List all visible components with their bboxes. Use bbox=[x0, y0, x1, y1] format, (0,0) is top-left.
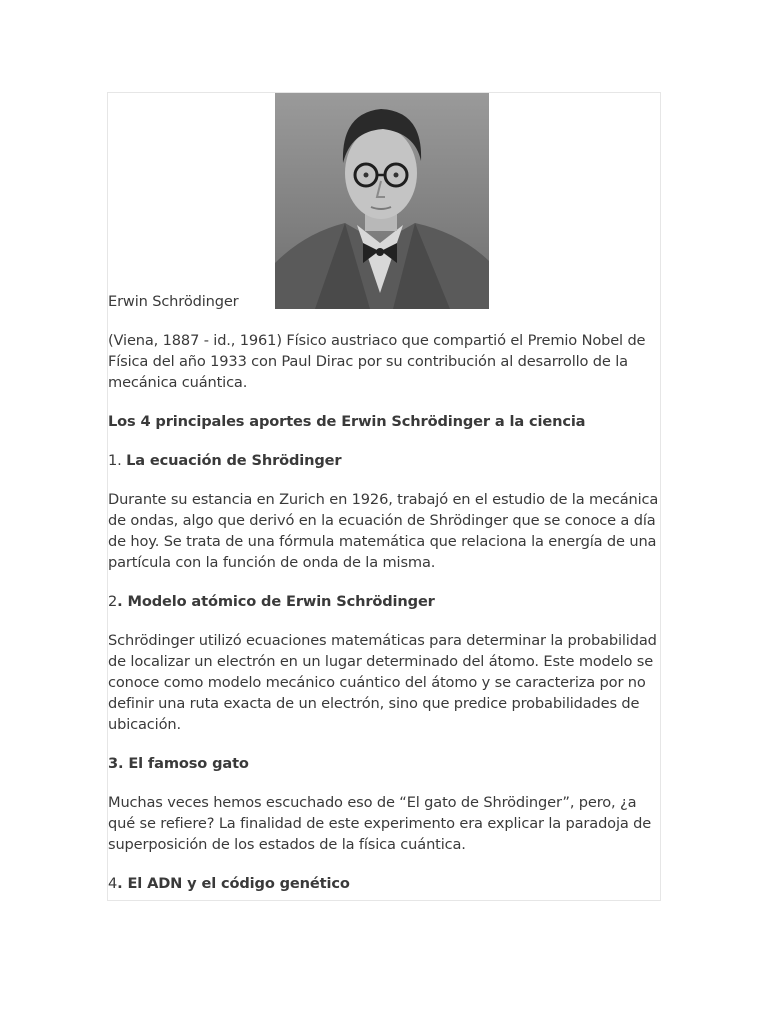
section-title-2: 2. Modelo atómico de Erwin Schrödinger bbox=[108, 593, 435, 610]
document-page bbox=[107, 92, 661, 901]
section-title-4: 4. El ADN y el código genético bbox=[108, 875, 350, 892]
section-body-1: Durante su estancia en Zurich en 1926, trabajó en el estudio de la mecánica de ondas, algo que derivó en la ecuación de Shrödinger que se conoce a día de hoy. Se trata de una fórmula matemática que relaciona la energía de una partícula con la función de onda de la misma. bbox=[108, 491, 659, 571]
section-title-3: 3. El famoso gato bbox=[108, 755, 249, 772]
section-heading: Los 4 principales aportes de Erwin Schrödinger a la ciencia bbox=[108, 413, 586, 430]
intro-paragraph: (Viena, 1887 - id., 1961) Físico austriaco que compartió el Premio Nobel de Física del año 1933 con Paul Dirac por su contribución al desarrollo de la mecánica cuántica. bbox=[108, 332, 646, 391]
section-title-1: 1. La ecuación de Shrödinger bbox=[108, 452, 342, 469]
section-body-2: Schrödinger utilizó ecuaciones matemáticas para determinar la probabilidad de localizar un electrón en un lugar determinado del átomo. Este modelo se conoce como modelo mecánico cuántico del átomo y se caracteriza por no definir una ruta exacta de un electrón, sino que predice probabilidades de ubicación. bbox=[108, 632, 657, 733]
article-body bbox=[108, 291, 660, 901]
portrait-photo bbox=[275, 93, 489, 309]
section-body-3: Muchas veces hemos escuchado eso de “El gato de Shrödinger”, pero, ¿a qué se refiere? La finalidad de este experimento era explicar la paradoja de superposición de los estados de la física cuántica. bbox=[108, 794, 652, 853]
photo-caption: Erwin Schrödinger bbox=[108, 293, 239, 310]
